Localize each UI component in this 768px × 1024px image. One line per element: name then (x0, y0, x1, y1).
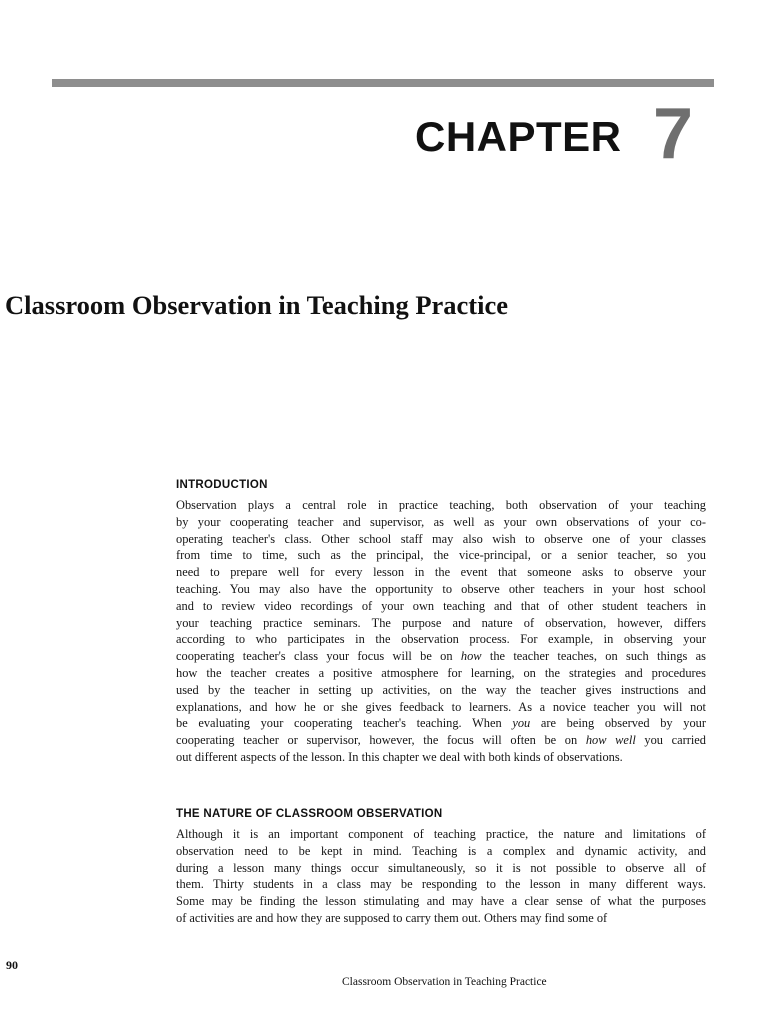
paragraph-line: used by the teacher in setting up activities, on the way the teacher gives instructions and (176, 682, 706, 697)
section-nature-of-observation (176, 806, 706, 927)
chapter-number: 7 (653, 94, 694, 174)
paragraph-line: observation need to be kept in mind. Teaching is a complex and dynamic activity, and (176, 843, 706, 858)
section-heading: THE NATURE OF CLASSROOM OBSERVATION (176, 808, 443, 820)
paragraph-line: how the teacher creates a positive atmosphere for learning, on the strategies and procedures (176, 665, 706, 680)
paragraph-line: Although it is an important component of teaching practice, the nature and limitations of (176, 827, 706, 841)
paragraph-line: cooperating teacher's class your focus will be on how the teacher teaches, on such things as (176, 649, 706, 664)
paragraph-line: and to review video recordings of your own teaching and that of other student teachers in (176, 598, 706, 613)
section-body (176, 497, 706, 766)
paragraph-line: be evaluating your cooperating teacher's teaching. When you are being observed by your (176, 716, 706, 731)
chapter-title: Classroom Observation in Teaching Practice (5, 290, 508, 320)
section-introduction (176, 477, 706, 766)
paragraph-line: teaching. You may also have the opportunity to observe other teachers in your host school (176, 581, 706, 596)
paragraph-line: explanations, and how he or she gives feedback to learners. As a novice teacher you will not (176, 699, 706, 714)
chapter-label: CHAPTER (415, 113, 622, 160)
section-heading: INTRODUCTION (176, 479, 268, 491)
paragraph-line: by your cooperating teacher and supervisor, as well as your own observations of your co- (176, 514, 706, 529)
top-rule (52, 79, 714, 87)
paragraph-line: Observation plays a central role in practice teaching, both observation of your teaching (176, 498, 706, 512)
paragraph-line: need to prepare well for every lesson in the event that someone asks to observe your (176, 565, 706, 580)
section-body (176, 826, 706, 927)
paragraph-line: your teaching practice seminars. The purpose and nature of observation, however, differs (176, 615, 706, 630)
paragraph-line: operating teacher's class. Other school staff may also wish to observe one of your classes (176, 531, 706, 546)
paragraph-line: during a lesson many things occur simultaneously, so it is not possible to observe all of (176, 860, 706, 875)
paragraph-line: them. Thirty students in a class may be responding to the lesson in many different ways. (176, 877, 706, 892)
paragraph-line: from time to time, such as the principal, the vice-principal, or a senior teacher, so you (176, 548, 706, 563)
running-footer: Classroom Observation in Teaching Practice (342, 976, 547, 988)
paragraph-line: cooperating teacher or supervisor, however, the focus will often be on how well you carried (176, 733, 707, 748)
paragraph-line: according to who participates in the observation process. For example, in observing your (176, 632, 706, 647)
page-number: 90 (6, 958, 18, 972)
paragraph-line: of activities are and how they are supposed to carry them out. Others may find some of (176, 910, 608, 925)
paragraph-line: out different aspects of the lesson. In this chapter we deal with both kinds of observations. (176, 749, 623, 764)
paragraph-line: Some may be finding the lesson stimulating and may have a clear sense of what the purposes (176, 894, 706, 909)
